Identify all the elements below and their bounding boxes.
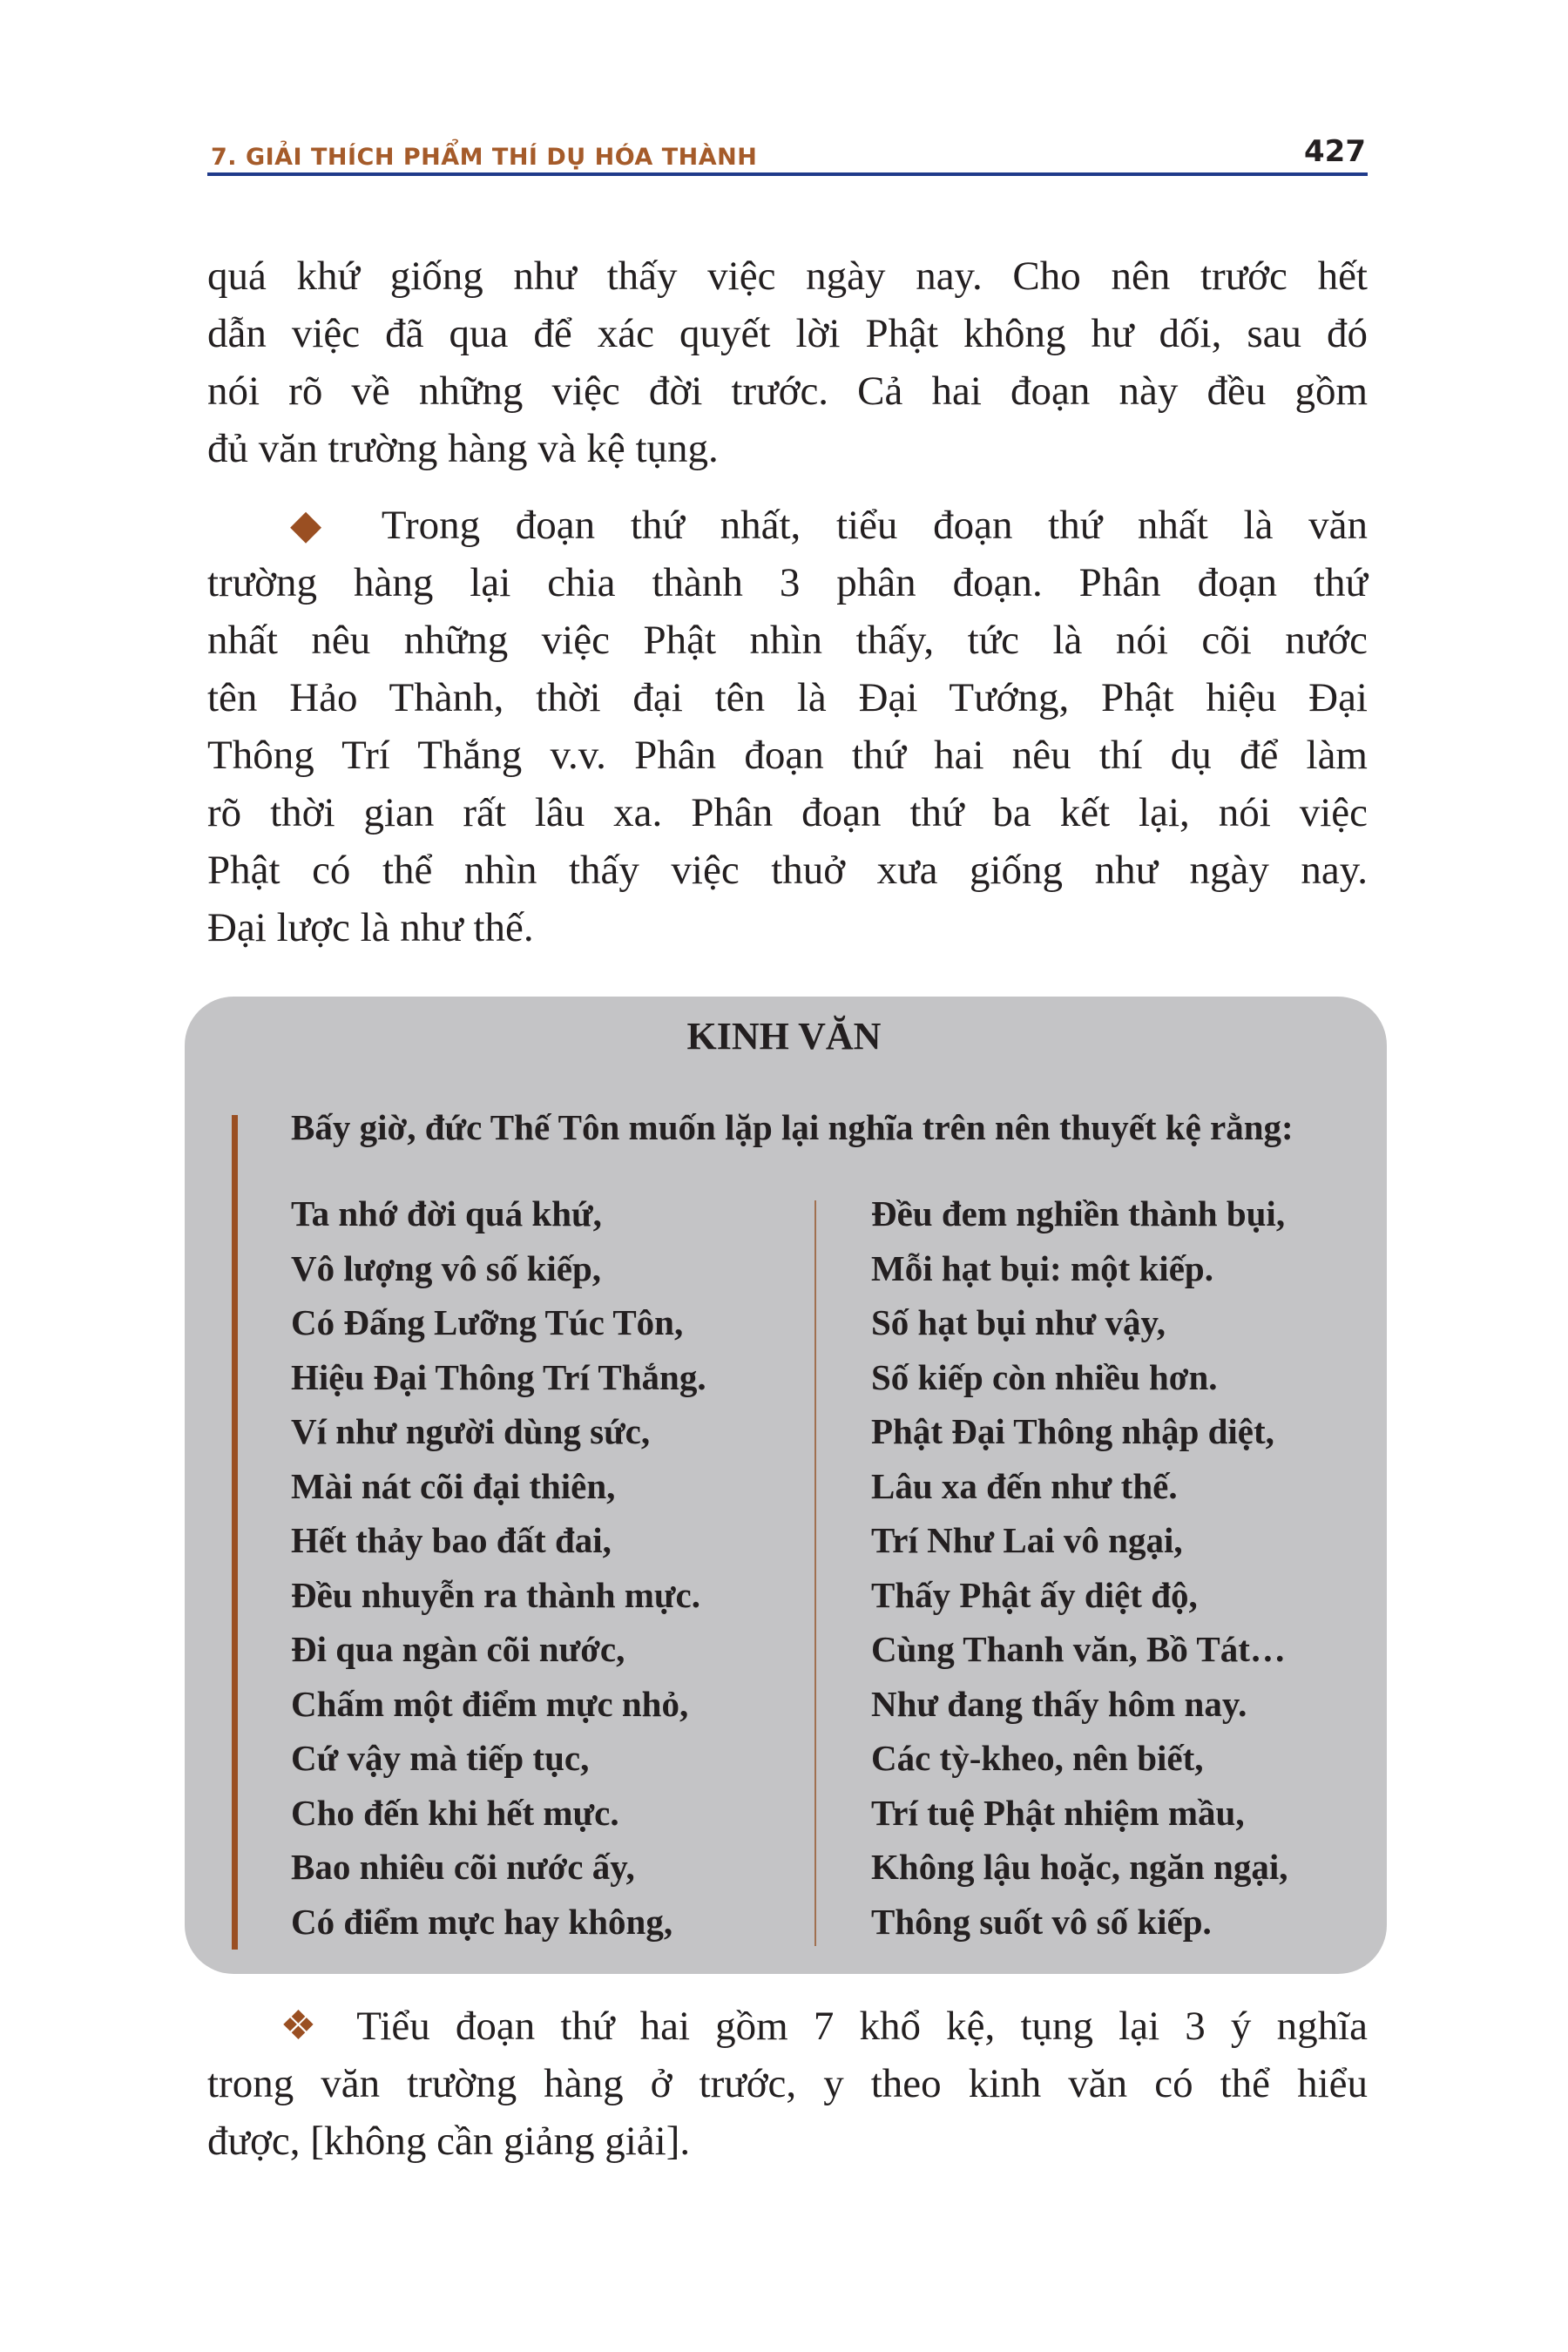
text-line-content: Tiểu đoạn thứ hai gồm 7 khổ kệ, tụng lại 3 ý nghĩa <box>356 2004 1369 2049</box>
column-divider <box>814 1200 816 1946</box>
text-line: trường hàng lại chia thành 3 phân đoạn. Phân đoạn thứ <box>207 560 1368 605</box>
verse-line: Chấm một điểm mực nhỏ, <box>291 1683 689 1724</box>
verse-line: Hết thảy bao đất đai, <box>291 1520 612 1560</box>
diamond-bullet-icon: ◆ <box>265 503 348 548</box>
verse-line: Không lậu hoặc, ngăn ngại, <box>871 1847 1288 1887</box>
verse-line: Trí Như Lai vô ngại, <box>871 1520 1183 1560</box>
verse-line: Cho đến khi hết mực. <box>291 1792 619 1833</box>
text-line: được, [không cần giảng giải]. <box>207 2119 691 2164</box>
verse-column-left <box>291 1186 706 1949</box>
verse-line: Đều nhuyễn ra thành mực. <box>291 1574 700 1615</box>
text-line <box>207 497 1368 554</box>
text-line: dẫn việc đã qua để xác quyết lời Phật không hư dối, sau đó <box>207 311 1368 356</box>
verse-line: Đều đem nghiền thành bụi, <box>871 1193 1286 1233</box>
four-diamond-bullet-icon: ❖ <box>265 2004 332 2049</box>
text-line: Phật có thể nhìn thấy việc thuở xưa giống như ngày nay. <box>207 848 1368 893</box>
chapter-title: 7. GIẢI THÍCH PHẨM THÍ DỤ HÓA THÀNH <box>211 144 758 171</box>
text-line: tên Hảo Thành, thời đại tên là Đại Tướng, Phật hiệu Đại <box>207 675 1368 720</box>
verse-line: Mỗi hạt bụi: một kiếp. <box>871 1247 1213 1288</box>
text-line: quá khứ giống như thấy việc ngày nay. Cho nên trước hết <box>207 253 1368 299</box>
verse-line: Ví như người dùng sức, <box>291 1411 651 1451</box>
verse-line: Cùng Thanh văn, Bồ Tát… <box>871 1629 1286 1669</box>
verse-line: Thông suốt vô số kiếp. <box>871 1901 1212 1942</box>
verse-line: Hiệu Đại Thông Trí Thắng. <box>291 1356 706 1397</box>
text-line: nhất nêu những việc Phật nhìn thấy, tức là nói cõi nước <box>207 618 1368 663</box>
page-header <box>207 131 1368 171</box>
page-number: 427 <box>1304 134 1366 169</box>
verse-line: Như đang thấy hôm nay. <box>871 1683 1247 1724</box>
text-line: đủ văn trường hàng và kệ tụng. <box>207 426 719 471</box>
paragraph-2 <box>207 497 1368 956</box>
verse-line: Lâu xa đến như thế. <box>871 1465 1178 1506</box>
paragraph-1 <box>207 247 1368 477</box>
verse-line: Mài nát cõi đại thiên, <box>291 1465 616 1506</box>
verse-line: Vô lượng vô số kiếp, <box>291 1247 602 1288</box>
verse-line: Trí tuệ Phật nhiệm mầu, <box>871 1792 1245 1833</box>
verse-line: Có Đấng Lưỡng Túc Tôn, <box>291 1302 684 1342</box>
text-line: rõ thời gian rất lâu xa. Phân đoạn thứ ba kết lại, nói việc <box>207 790 1368 835</box>
scripture-intro: Bấy giờ, đức Thế Tôn muốn lặp lại nghĩa trên nên thuyết kệ rằng: <box>291 1107 1294 1147</box>
verse-line: Số hạt bụi như vậy, <box>871 1302 1166 1342</box>
paragraph-3 <box>207 1997 1368 2170</box>
header-rule <box>207 172 1368 176</box>
text-line <box>207 1997 1368 2055</box>
text-line: trong văn trường hàng ở trước, y theo kinh văn có thể hiểu <box>207 2061 1368 2106</box>
verse-column-right <box>871 1186 1288 1949</box>
scripture-title: KINH VĂN <box>686 1015 882 1058</box>
verse-line: Số kiếp còn nhiều hơn. <box>871 1356 1218 1397</box>
text-line: nói rõ về những việc đời trước. Cả hai đoạn này đều gồm <box>207 368 1368 414</box>
verse-line: Ta nhớ đời quá khứ, <box>291 1193 602 1233</box>
quote-bar <box>232 1115 238 1950</box>
verse-line: Bao nhiêu cõi nước ấy, <box>291 1847 635 1887</box>
verse-line: Cứ vậy mà tiếp tục, <box>291 1738 590 1778</box>
verse-line: Các tỳ-kheo, nên biết, <box>871 1738 1204 1778</box>
verse-line: Đi qua ngàn cõi nước, <box>291 1629 625 1669</box>
text-line-content: Trong đoạn thứ nhất, tiểu đoạn thứ nhất là văn <box>381 503 1369 548</box>
verse-line: Có điểm mực hay không, <box>291 1901 673 1942</box>
verse-line: Thấy Phật ấy diệt độ, <box>871 1574 1198 1615</box>
text-line: Thông Trí Thắng v.v. Phân đoạn thứ hai nêu thí dụ để làm <box>207 733 1368 778</box>
text-line: Đại lược là như thế. <box>207 905 534 950</box>
verse-line: Phật Đại Thông nhập diệt, <box>871 1411 1274 1451</box>
